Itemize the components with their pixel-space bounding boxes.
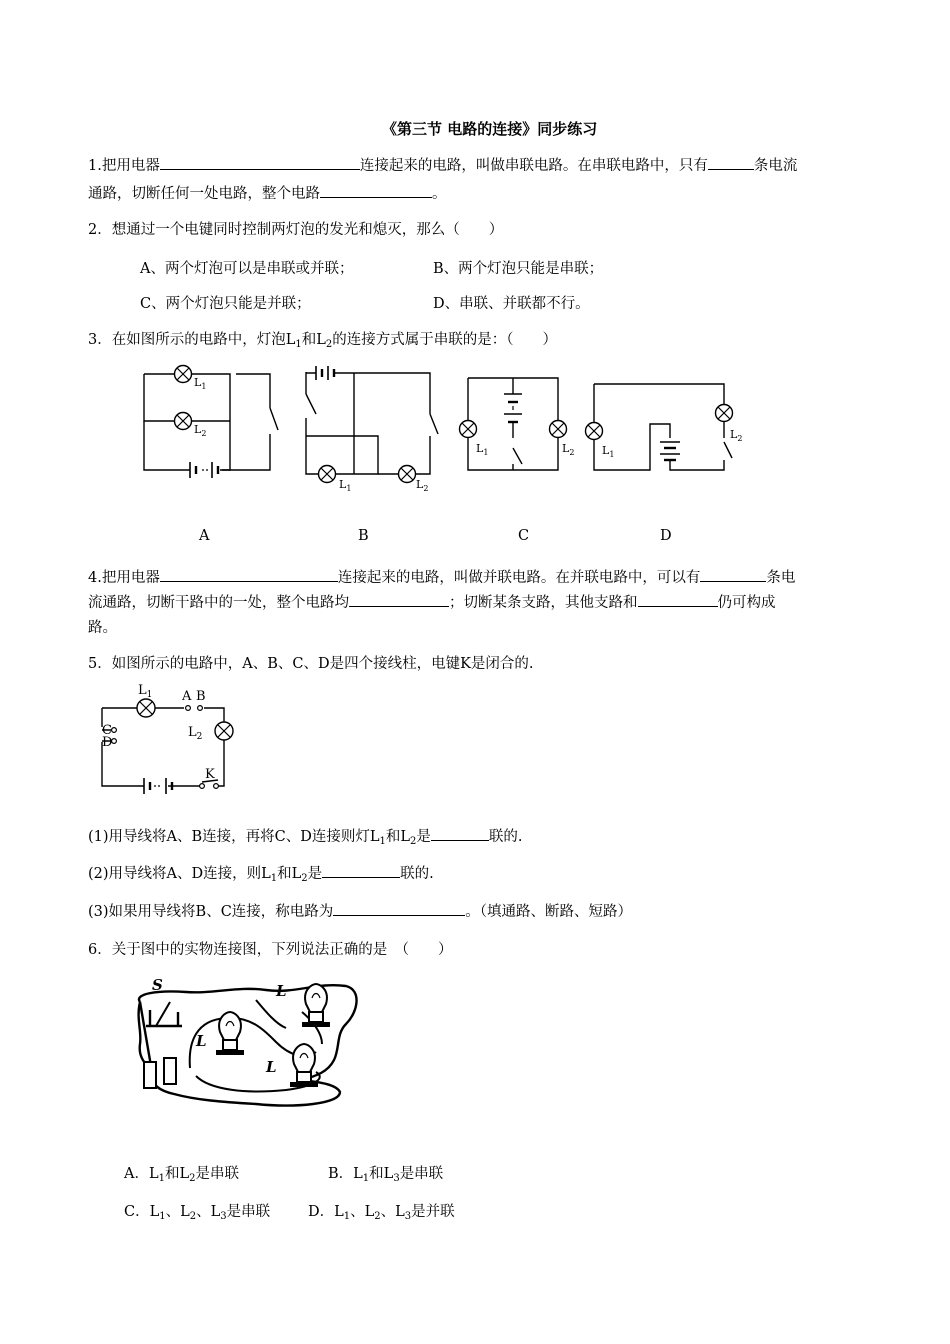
q5-part1: (1)用导线将A、B连接，再将C、D连接则灯$L_1$和$L_2$是 联的. [88, 825, 523, 847]
q2-option-c[interactable]: C、两个灯泡只能是并联； [140, 296, 311, 312]
q2-option-d[interactable]: D、串联、并联都不行。 [433, 296, 590, 312]
q6-stem: 6．关于图中的实物连接图，下列说法正确的是 （ ） [88, 942, 453, 958]
lamp-icon [399, 466, 416, 483]
q4-line1: 4.把用电器 连接起来的电路，叫做并联电路。在并联电路中，可以有 条电 [88, 566, 795, 587]
q6-option-a[interactable]: A．$L_1$和$L_2$是串联 [124, 1166, 239, 1184]
circuit-c [460, 378, 575, 470]
q3-label-b: B [358, 528, 369, 544]
q3-label-a: A [199, 528, 210, 544]
lamp-icon [460, 421, 477, 438]
q2-option-b[interactable]: B、两个灯泡只能是串联； [433, 261, 604, 277]
lamp-icon [550, 421, 567, 438]
svg-text:L: L [196, 1032, 207, 1050]
svg-text:L: L [266, 1058, 277, 1076]
svg-text:L2: $L_2$ [730, 428, 743, 443]
svg-text:L1: $L_1$ [138, 683, 153, 700]
q1-line2: 通路，切断任何一处电路，整个电路 。 [88, 182, 447, 203]
lamp-icon [175, 366, 192, 383]
lamp-icon [716, 405, 733, 422]
svg-text:L1: $L_1$ [476, 442, 489, 457]
svg-text:C: C [102, 723, 112, 738]
q6-option-c[interactable]: C．$L_1$、$L_2$、$L_3$是串联 [124, 1204, 271, 1222]
q6-physical-circuit-figure [126, 972, 366, 1120]
svg-text:L1: $L_1$ [194, 376, 207, 391]
circuit-b [306, 366, 438, 493]
q5-part2: (2)用导线将A、D连接，则$L_1$和$L_2$是 联的. [88, 862, 434, 884]
q6-option-d[interactable]: D．$L_1$、$L_2$、$L_3$是并联 [308, 1204, 455, 1222]
svg-text:L2: $L_2$ [194, 423, 207, 438]
q5-stem: 5．如图所示的电路中，A、B、C、D是四个接线柱，电键K是闭合的. [88, 656, 534, 672]
circuit-a [144, 366, 278, 479]
q5-blank-2[interactable] [322, 863, 400, 878]
q5-blank-1[interactable] [431, 826, 489, 841]
svg-text:L2: $L_2$ [562, 442, 575, 457]
lamp-icon [586, 423, 603, 440]
q3-circuit-figures [130, 358, 790, 498]
svg-text:S: S [152, 976, 163, 994]
q1-blank-2[interactable] [708, 155, 754, 170]
svg-text:B: B [196, 689, 206, 704]
svg-text:A: A [182, 689, 192, 704]
q5-blank-3[interactable] [333, 901, 465, 916]
q1-blank-3[interactable] [320, 183, 432, 198]
q4-blank-2[interactable] [700, 567, 766, 582]
svg-text:L2: $L_2$ [188, 725, 203, 742]
svg-text:L2: $L_2$ [416, 478, 429, 493]
q4-blank-1[interactable] [160, 567, 338, 582]
q1-line1: 1.把用电器 连接起来的电路，叫做串联电路。在串联电路中，只有 条电流 [88, 154, 797, 175]
svg-text:L: L [276, 982, 287, 1000]
q3-label-d: D [660, 528, 672, 544]
q4-blank-3[interactable] [349, 592, 449, 607]
q3-label-c: C [518, 528, 530, 544]
svg-text:D: D [102, 735, 113, 750]
q4-blank-4[interactable] [638, 592, 718, 607]
lamp-icon [319, 466, 336, 483]
q5-part3: (3)如果用导线将B、C连接，称电路为 。（填通路、断路、短路） [88, 900, 632, 921]
svg-text:L1: $L_1$ [339, 478, 352, 493]
q4-line3: 路。 [88, 620, 117, 636]
q3-stem: 3．在如图所示的电路中，灯泡$L_1$和$L_2$的连接方式属于串联的是：（ ） [88, 332, 557, 350]
q2-stem: 2．想通过一个电键同时控制两灯泡的发光和熄灭，那么（ ） [88, 222, 504, 238]
circuit-d [586, 384, 743, 470]
svg-text:K: K [205, 767, 215, 782]
q4-line2: 流通路，切断干路中的一处，整个电路均 ；切断某条支路，其他支路和 仍可构成 [88, 591, 776, 612]
page-title: 《第三节 电路的连接》同步练习 [382, 120, 598, 138]
q6-option-b[interactable]: B．$L_1$和$L_3$是串联 [328, 1166, 444, 1184]
q2-option-a[interactable]: A、两个灯泡可以是串联或并联； [140, 261, 354, 277]
q5-circuit-figure [96, 682, 246, 794]
lamp-icon [175, 413, 192, 430]
q1-blank-1[interactable] [160, 155, 360, 170]
svg-text:L1: $L_1$ [602, 444, 615, 459]
